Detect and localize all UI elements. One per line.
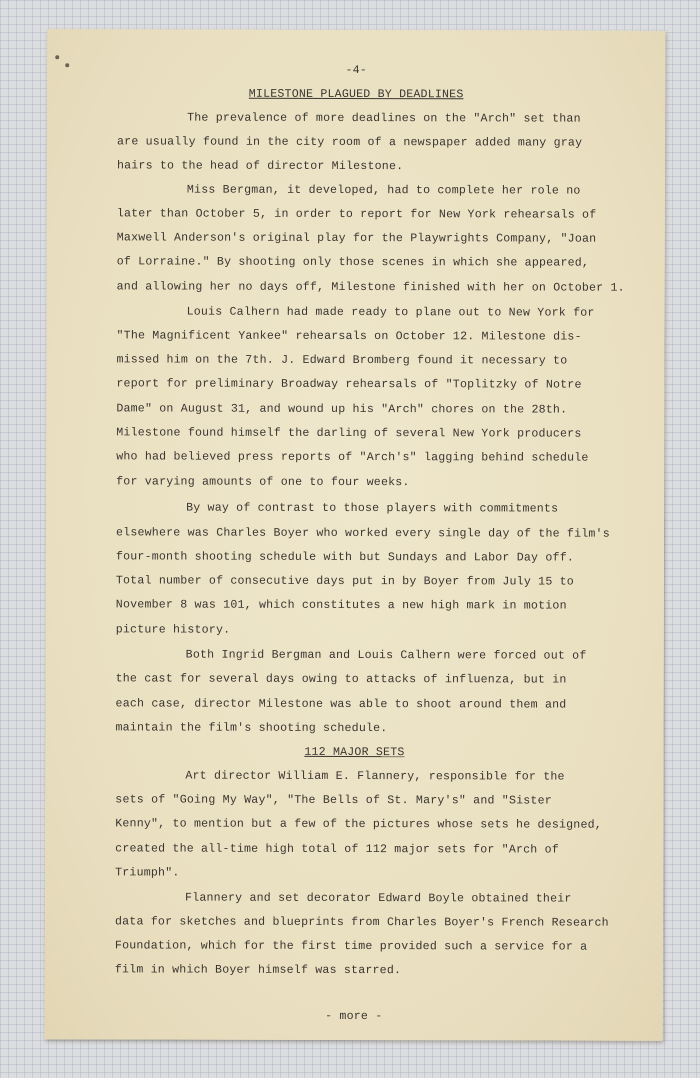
text-line: picture history. [115,623,231,637]
text-line: Maxwell Anderson's original play for the Playwrights Company, "Joan [116,231,597,246]
text-line: sets of "Going My Way", "The Bells of St. Mary's" and "Sister [115,793,552,808]
heading-milestone-deadlines: MILESTONE PLAGUED BY DEADLINES [248,87,464,102]
text-line: and allowing her no days off, Milestone finished with her on October 1. [116,280,625,295]
footer-more: - more - [325,1009,383,1024]
text-line: Triumph". [115,866,180,880]
punch-hole [55,55,59,59]
page-number: -4- [345,63,367,78]
text-line: elsewhere was Charles Boyer who worked every single day of the film's [115,526,610,541]
text-line: film in which Boyer himself was starred. [114,963,402,978]
text-line: Flannery and set decorator Edward Boyle obtained their [185,891,572,906]
text-line: of Lorraine." By shooting only those scenes in which she appeared, [116,255,590,270]
text-line: each case, director Milestone was able to shoot around them and [115,697,567,712]
text-line: the cast for several days owing to attacks of influenza, but in [115,672,567,687]
text-line: Total number of consecutive days put in by Boyer from July 15 to [115,574,574,589]
typed-press-release-page [45,29,666,1041]
text-line: Art director William E. Flannery, responsible for the [185,769,565,784]
text-line: later than October 5, in order to report for New York rehearsals of [116,207,597,222]
text-line: created the all-time high total of 112 major sets for "Arch of [115,842,559,857]
text-line: missed him on the 7th. J. Edward Bromberg found it necessary to [116,353,568,368]
text-line: hairs to the head of director Milestone. [116,159,404,174]
text-line: are usually found in the city room of a newspaper added many gray [117,135,583,150]
text-line: Both Ingrid Bergman and Louis Calhern were forced out of [185,648,587,663]
text-line: data for sketches and blueprints from Charles Boyer's French Research [114,915,609,930]
text-line: Milestone found himself the darling of several New York producers [116,426,582,441]
heading-major-sets: 112 MAJOR SETS [304,745,405,760]
text-line: Foundation, which for the first time provided such a service for a [114,939,588,954]
text-line: who had believed press reports of "Arch's" lagging behind schedule [116,450,589,465]
text-line: maintain the film's shooting schedule. [115,721,388,736]
text-line: four-month shooting schedule with but Sundays and Labor Day off. [115,550,575,565]
text-line: Louis Calhern had made ready to plane out to New York for [186,305,595,320]
text-line: By way of contrast to those players with commitments [186,501,559,516]
text-line: Dame" on August 31, and wound up his "Arch" chores on the 28th. [116,402,568,417]
text-line: The prevalence of more deadlines on the "Arch" set than [187,111,581,126]
text-line: "The Magnificent Yankee" rehearsals on October 12. Milestone dis- [116,329,582,344]
text-line: November 8 was 101, which constitutes a new high mark in motion [115,598,567,613]
text-line: for varying amounts of one to four weeks. [116,475,410,490]
text-line: Kenny", to mention but a few of the pictures whose sets he designed, [115,817,602,832]
text-line: Miss Bergman, it developed, had to complete her role no [186,183,581,198]
text-line: report for preliminary Broadway rehearsals of "Toplitzky of Notre [116,377,582,392]
